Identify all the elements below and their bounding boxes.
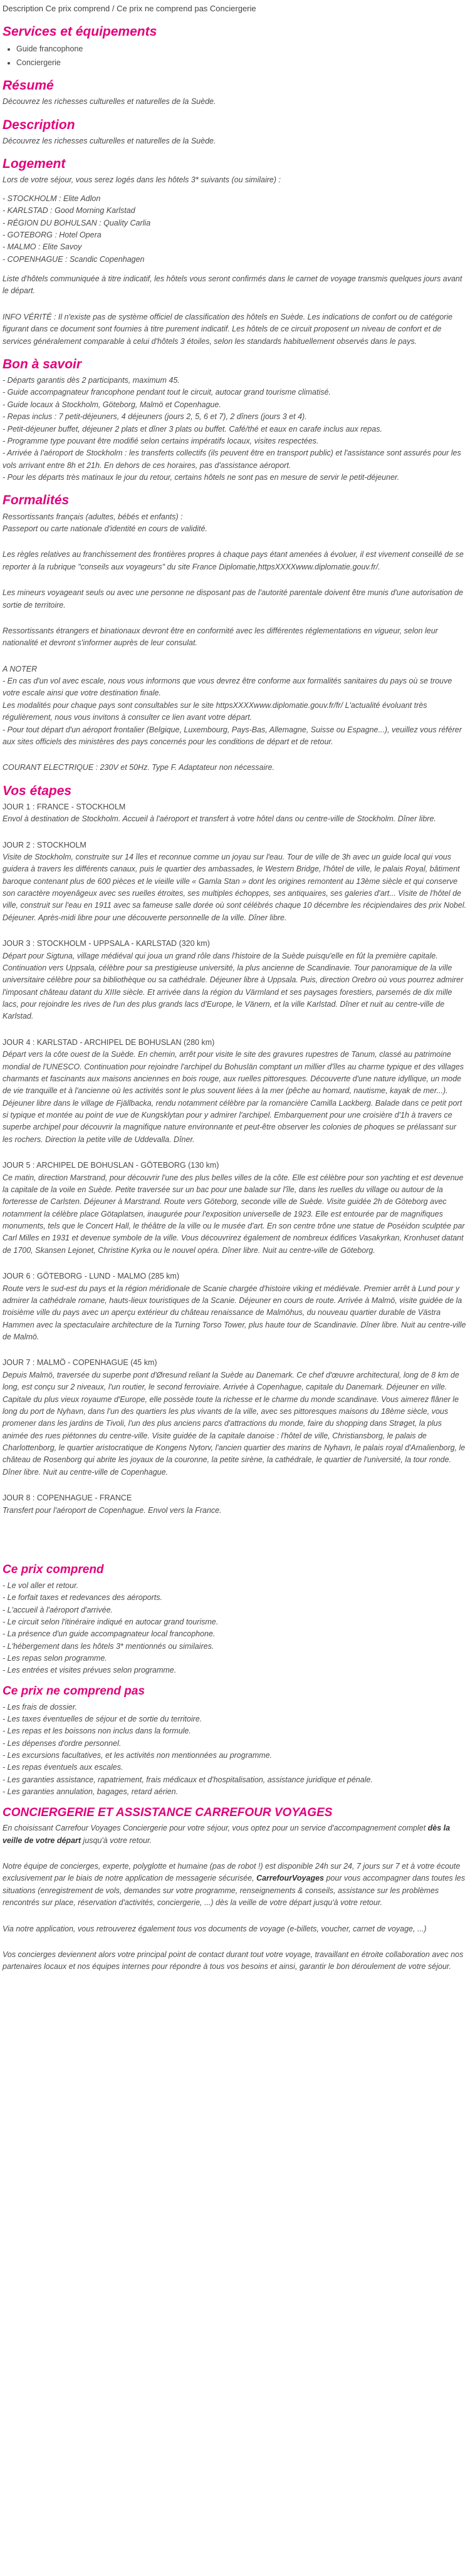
bon-a-savoir-line: - Départs garantis dès 2 participants, maximum 45. (3, 376, 180, 385)
day-text: Ce matin, direction Marstrand, pour découvrir l'une des plus belles villes de la côte. Elle est célèbre pour son yachting et est devenue la capitale de la voile en Suède. Petite traversée sur un bac pour une balade sur l'île, dans les ruelles du village ou autour de la forteresse de Carlsten. Déjeuner à Marstrand. Route vers Göteborg, seconde ville de Suède. Visite guidée 2h de Göteborg avec notamment la célèbre place Götaplatsen, inaugurée pour l'exposition universelle de 1923. Elle est entourée par de magnifiques monuments, tels que le Concert Hall, le théâtre de la ville ou le musée d'art. En son centre trône une statue de Poséidon sculptée par Carl Milles en 1931 et devenue symbole de la ville. Vous découvrirez également de nombreux édifices Vasakyrkan, Kronhuset datant de 1700, Skansen Lejonet, Christine Kyrka ou le nouvel opéra. Dîner libre. Nuit au centre-ville de Göteborg. (3, 1173, 465, 1255)
day-block (3, 1492, 467, 1517)
day-heading: JOUR 5 : ARCHIPEL DE BOHUSLAN - GÖTEBORG (130 km) (3, 1161, 219, 1170)
hotel-item: - GOTEBORG : Hotel Opera (3, 230, 102, 239)
text-run: pour vous accompagner dans toutes les situations (enregistrement de vols, demandes sur votre programme, renseignements & conseils, assistance sur les problèmes rencontrés sur place, réservation d'activités, conciergerie, ...) dès la veille de votre départ jusqu'à votre retour. (3, 1874, 466, 1908)
bon-a-savoir-line: - Guide locaux à Stockholm, Göteborg, Malmö et Copenhague. (3, 400, 221, 409)
ne-comprend-line: - Les excursions facultatives, et les activités non mentionnées au programme. (3, 1751, 273, 1760)
resume-title: Résumé (3, 78, 54, 93)
day-heading: JOUR 3 : STOCKHOLM - UPPSALA - KARLSTAD (320 km) (3, 939, 210, 948)
breadcrumb: Description Ce prix comprend / Ce prix ne comprend pas Conciergerie (3, 4, 256, 13)
comprend-list (3, 1580, 467, 1677)
logement-title: Logement (3, 157, 66, 172)
comprend-line: - La présence d'un guide accompagnateur local francophone. (3, 1629, 216, 1639)
formalites-section (3, 492, 467, 774)
hotel-item: - KARLSTAD : Good Morning Karlstad (3, 206, 135, 216)
day-text: Départ vers la côte ouest de la Suède. En chemin, arrêt pour visite le site des gravures rupestres de Tanum, classé au patrimoine mondial de l'UNESCO. Continuation pour rejoindre l'archipel du Bohuslän comptant un millier d'îles au charme typique et des villages charmants et fascinants aux maisons anciennes en bois rouge, aux ruelles pittoresques. Découverte d'une nature idyllique, un mode de vie tranquille et à l'ancienne où les activités sont le plus souvent liées à la mer (pêche au homard, nautisme, kayak de mer...). Déjeuner libre dans le village de Fjällbacka, rendu notamment célèbre par la romancière Camilla Lackberg. Balade dans ce petit port si typique et montée au point de vue de Kungsklytan pour y admirer l'archipel. Embarquement pour une croisière d'1h à travers ce superbe archipel pour découvrir la magnifique nature environnante et peut-être observer les colonies de phoques se prélassant sur les rochers. Direction la petite ville de Uddevalla. Dîner. (3, 1050, 464, 1144)
conciergerie-section (3, 1806, 467, 1973)
description-text: Découvrez les richesses culturelles et naturelles de la Suède. (3, 136, 216, 145)
description-section (3, 117, 467, 148)
day-heading: JOUR 2 : STOCKHOLM (3, 840, 86, 849)
hotel-list (3, 193, 467, 266)
comprend-line: - L'accueil à l'aéroport d'arrivée. (3, 1605, 113, 1614)
day-heading: JOUR 1 : FRANCE - STOCKHOLM (3, 802, 126, 811)
etapes-section (3, 783, 467, 1517)
comprend-section (3, 1563, 467, 1677)
day-heading: JOUR 8 : COPENHAGUE - FRANCE (3, 1493, 132, 1503)
text-run: Notre équipe de concierges, experte, polyglotte et humaine (pas de robot !) est disponible 24h sur 24, 7 jours sur 7 et à votre écoute exclusivement par le biais de notre application de messagerie sécurisée, (3, 1862, 461, 1883)
bon-a-savoir-section (3, 356, 467, 484)
text-run-bold: dès la veille de votre départ (3, 1824, 451, 1845)
hotel-item: - MALMO : Elite Savoy (3, 242, 82, 252)
formalites-paragraph: COURANT ELECTRIQUE : 230V et 50Hz. Type F. Adaptateur non nécessaire. (3, 763, 274, 772)
bon-a-savoir-line: - Arrivée à l'aéroport de Stockholm : les transferts collectifs (ils peuvent être en transport public) et l'assistance sont assurés pour les vols arrivant entre 8h et 21h. En dehors de ces horaires, pas d'assistance aéroport. (3, 449, 461, 470)
ne-comprend-line: - Les frais de dossier. (3, 1702, 78, 1711)
day-block (3, 1357, 467, 1478)
day-text: Départ pour Sigtuna, village médiéval qui joua un grand rôle dans l'histoire de la Suède puisqu'elle en fût la première capitale. Continuation vers Uppsala, célèbre pour sa prestigieuse université, la plus ancienne de Scandinavie. Tour panoramique de la ville universitaire célèbre pour sa bibliothèque ou sa cathédrale. Déjeuner libre à Uppsala. Puis, direction Orebro où vous pourrez admirer l'imposant château datant du XIIIe siècle. Et arrivée dans la région du Värmland et ses paysages forestiers, parsemés de dix mille lacs, pour rejoindre les rives de l'un des plus grands lacs d'Europe, le Vänern, et la ville Karlstad. Dîner et nuit au centre-ville de Karlstad. (3, 951, 464, 1021)
bon-a-savoir-line: - Programme type pouvant être modifié selon certains impératifs locaux, visites respectées. (3, 436, 319, 445)
day-block (3, 839, 467, 925)
ne-comprend-line: - Les garanties assistance, rapatriement, frais médicaux et d'hospitalisation, assistance juridique et pénale. (3, 1775, 373, 1784)
hotel-item: - STOCKHOLM : Elite Adlon (3, 194, 101, 203)
bon-a-savoir-line: - Petit-déjeuner buffet, déjeuner 2 plats et dîner 3 plats ou buffet. Café/thé et eaux en carafe inclus aux repas. (3, 424, 382, 434)
logement-intro: Lors de votre séjour, vous serez logés dans les hôtels 3* suivants (ou similaire) : (3, 175, 281, 185)
comprend-line: - Le vol aller et retour. (3, 1581, 79, 1590)
ne-comprend-title: Ce prix ne comprend pas (3, 1684, 145, 1698)
logement-info: INFO VÉRITÉ : Il n'existe pas de système officiel de classification des hôtels en Suède. Les indications de confort ou de catégorie figurant dans ce document sont fournies à titre purement indicatif. Les hôtels de ce circuit proposent un niveau de confort et de services généralement comparable à celui d'hôtels 3 étoiles, selon les standards habituellement observés dans le pays. (3, 312, 453, 346)
formalites-paragraph: Ressortissants français (adultes, bébés et enfants) : Passeport ou carte nationale d'identité en cours de validité. (3, 512, 207, 534)
day-text: Visite de Stockholm, construite sur 14 îles et reconnue comme un joyau sur l'eau. Tour de ville de 3h avec un guide local qui vous guidera à travers les différents canaux, puis le quartier des ambassades, le Western Bridge, l'hôtel de ville, le palais Royal, bâtiment baroque contenant plus de 600 pièces et le vieille ville « Gamla Stan » dont les origines remontent au 13ème siècle et qui conserve son caractère moyenâgeux avec ses ruelles étroites, ses multiples échoppes, ses antiquaires, ses galeries d'art... Visite de l'hôtel de ville, construit sur l'eau en 1911 avec sa fameuse salle dorée où sont célébrés chaque 10 décembre les récipiendaires des prix Nobel. Déjeuner. Après-midi libre pour une découverte personnelle de la ville. Dîner libre. (3, 852, 467, 922)
comprend-line: - L'hébergement dans les hôtels 3* mentionnés ou similaires. (3, 1641, 214, 1651)
conciergerie-paragraph: Via notre application, vous retrouverez également tous vos documents de voyage (e-billets, voucher, carnet de voyage, ...) (3, 1924, 427, 1933)
comprend-line: - Les entrées et visites prévues selon programme. (3, 1666, 177, 1675)
ne-comprend-section (3, 1685, 467, 1799)
formalites-paragraph: Ressortissants étrangers et binationaux devront être en conformité avec les différentes réglementations en vigueur, selon leur nationalité et devront s'informer auprès de leur consulat. (3, 626, 438, 648)
comprend-line: - Le forfait taxes et redevances des aéroports. (3, 1593, 162, 1602)
ne-comprend-list (3, 1701, 467, 1799)
text-run: jusqu'à votre retour. (81, 1836, 152, 1845)
comprend-line: - Les repas selon programme. (3, 1654, 107, 1663)
day-heading: JOUR 4 : KARLSTAD - ARCHIPEL DE BOHUSLAN (280 km) (3, 1037, 215, 1047)
etapes-title: Vos étapes (3, 783, 72, 798)
formalites-title: Formalités (3, 493, 70, 508)
resume-section (3, 78, 467, 108)
ne-comprend-line: - Les garanties annulation, bagages, retard aérien. (3, 1787, 179, 1797)
conciergerie-paragraph (3, 1861, 467, 1909)
bon-a-savoir-title: Bon à savoir (3, 356, 82, 371)
conciergerie-paragraph: Vos concierges deviennent alors votre principal point de contact durant tout votre voyage, travaillant en étroite collaboration avec nos partenaires locaux et nos équipes internes pour répondre à tous vos besoins et ainsi, garantir le bon déroulement de votre séjour. (3, 1950, 464, 1971)
comprend-title: Ce prix comprend (3, 1562, 104, 1576)
formalites-paragraph: A NOTER - En cas d'un vol avec escale, nous vous informons que vous devrez être conforme aux formalités sanitaires du pays où se trouve votre escale ainsi que votre destination finale. Les modalités pour chaque pays sont consultables sur le site httpsXXXXwww.diplomatie.gouv.fr/fr/ L'actualité évoluant très régulièrement, nous vous invitons à consulter ce lien avant votre départ. - Pour tout départ d'un aéroport frontalier (Belgique, Luxembourg, Pays-Bas, Allemagne, Suisse ou Espagne...), veuillez vous référer aux sites officiels des ministères des pays concernés pour les conditions de départ et de retour. (3, 664, 462, 746)
day-block (3, 1037, 467, 1146)
day-block (3, 938, 467, 1023)
ne-comprend-line: - Les taxes éventuelles de séjour et de sortie du territoire. (3, 1714, 202, 1723)
resume-text: Découvrez les richesses culturelles et naturelles de la Suède. (3, 97, 216, 106)
services-list (3, 43, 467, 69)
day-block (3, 801, 467, 826)
bon-a-savoir-list (3, 375, 467, 484)
comprend-line: - Le circuit selon l'itinéraire indiqué en autocar grand tourisme. (3, 1617, 219, 1626)
day-block (3, 1160, 467, 1257)
description-title: Description (3, 117, 75, 132)
conciergerie-paragraph (3, 1822, 467, 1847)
conciergerie-title: CONCIERGERIE ET ASSISTANCE CARREFOUR VOYAGES (3, 1805, 333, 1819)
bon-a-savoir-line: - Repas inclus : 7 petit-déjeuners, 4 déjeuners (jours 2, 5, 6 et 7), 2 dîners (jours 3 et 4). (3, 412, 307, 422)
text-run-bold: CarrefourVoyages (256, 1874, 324, 1883)
day-heading: JOUR 7 : MALMÖ - COPENHAGUE (45 km) (3, 1358, 157, 1368)
logement-note: Liste d'hôtels communiquée à titre indicatif, les hôtels vous seront confirmés dans le carnet de voyage transmis quelques jours avant le départ. (3, 274, 462, 296)
ne-comprend-line: - Les repas et les boissons non inclus dans la formule. (3, 1727, 191, 1736)
day-block (3, 1270, 467, 1343)
day-text: Depuis Malmö, traversée du superbe pont d'Øresund reliant la Suède au Danemark. Ce chef d'œuvre architectural, long de 8 km de long, est conçu sur 2 niveaux, l'un routier, le second ferroviaire. Arrivée à Copenhague, capitale du Danemark. Déjeuner en ville. Capitale du plus vieux royaume d'Europe, elle possède toute la richesse et le charme du monde scandinave. Vous aimerez flâner le long du port de Nyhavn, dans l'un des quartiers les plus vivants de la ville, avec ses pittoresques maisons du 18ème siècle, vous promener dans les jardins de Tivoli, l'un des plus anciens parcs d'attractions du monde, faire du shopping dans Strøget, la plus animée des rues piétonnes du centre-ville. Visite guidée de la capitale danoise : l'hôtel de ville, Christiansborg, le palais de Charlottenborg, le quartier aristocratique de Kongens Nytorv, l'ancien quartier des marins de Nyhavn, le palais royal d'Amalienborg, le château de Rosenborg qui abrite les joyaux de la couronne, la petite sirène, la cathédrale, le quartier de l'université, la tour ronde. Dîner libre. Nuit au centre-ville de Copenhague. (3, 1370, 466, 1477)
formalites-paragraph: Les règles relatives au franchissement des frontières propres à chaque pays étant amenées à évoluer, il est vivement conseillé de se reporter à la rubrique "conseils aux voyageurs" du site France Diplomatie,httpsXXXXwww.diplomatie.gouv.fr/. (3, 550, 464, 571)
ne-comprend-line: - Les dépenses d'ordre personnel. (3, 1738, 122, 1748)
day-text: Transfert pour l'aéroport de Copenhague. Envol vers la France. (3, 1505, 222, 1515)
services-section (3, 24, 467, 69)
hotel-item: - COPENHAGUE : Scandic Copenhagen (3, 254, 145, 264)
ne-comprend-line: - Les repas éventuels aux escales. (3, 1763, 123, 1772)
hotel-item: - RÉGION DU BOHULSAN : Quality Carlia (3, 218, 151, 227)
services-item: • Guide francophone (16, 43, 467, 55)
logement-section (3, 156, 467, 348)
bon-a-savoir-line: - Guide accompagnateur francophone pendant tout le circuit, autocar grand tourisme climatisé. (3, 388, 331, 397)
day-heading: JOUR 6 : GÖTEBORG - LUND - MALMO (285 km) (3, 1272, 179, 1281)
text-run: En choisissant Carrefour Voyages Conciergerie pour votre séjour, vous optez pour un service d'accompagnement complet (3, 1824, 428, 1833)
services-item: • Conciergerie (16, 57, 467, 69)
bon-a-savoir-line: - Pour les départs très matinaux le jour du retour, certains hôtels ne sont pas en mesure de servir le petit-déjeuner. (3, 473, 400, 482)
formalites-paragraph: Les mineurs voyageant seuls ou avec une personne ne disposant pas de l'autorité parentale doivent être munis d'une autorisation de sortie de territoire. (3, 588, 464, 610)
day-text: Envol à destination de Stockholm. Accueil à l'aéroport et transfert à votre hôtel dans ou centre-ville de Stockholm. Dîner libre. (3, 814, 436, 824)
day-text: Route vers le sud-est du pays et la région méridionale de Scanie chargée d'histoire viking et médiévale. Premier arrêt à Lund pour y admirer la cathédrale romane, hauts-lieux touristiques de la Scanie. Déjeuner en cours de route. Arrivée à Malmö, visite guidée de la troisième ville du pays avec un aperçu extérieur du château renaissance de Malmöhus, du nouveau quartier durable de Västra Hammen avec la spectaculaire architecture de la Turning Torso Tower, plus haute tour de Scandinavie. Dîner libre. Nuit au centre-ville de Malmö. (3, 1284, 466, 1342)
services-title: Services et équipements (3, 24, 157, 39)
